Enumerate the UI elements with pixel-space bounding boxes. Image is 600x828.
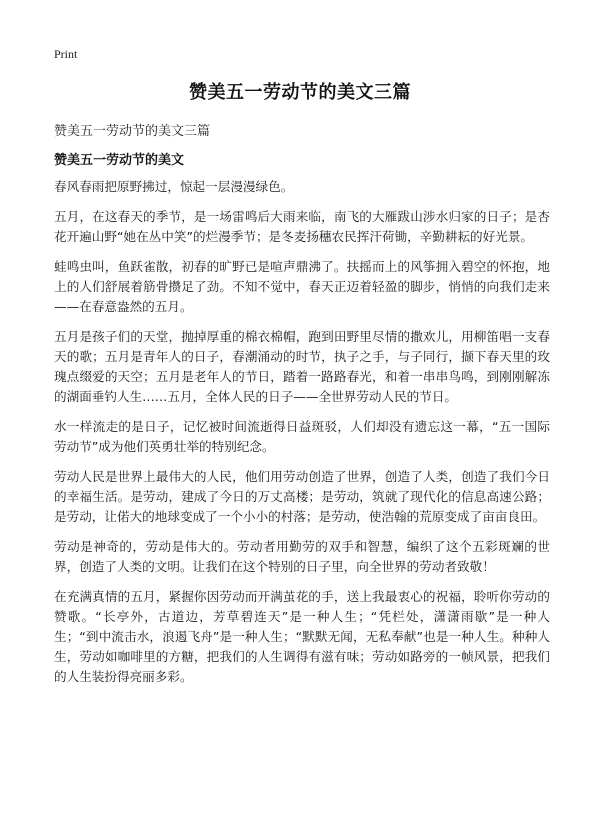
- print-link[interactable]: Print: [54, 47, 78, 61]
- paragraph: 春风春雨把原野拂过，惊起一层漫漫绿色。: [54, 179, 294, 194]
- paragraph: 劳动人民是世界上最伟大的人民，他们用劳动创造了世界，创造了人类，创造了我们今日的幸福生活。是劳动，建成了今日的万丈高楼；是劳动，筑就了现代化的信息高速公路；是劳动，让偌大的地球变成了一个小小的村落；是劳动，使浩翰的荒原变成了亩亩良田。: [54, 469, 550, 524]
- document-subtitle: 赞美五一劳动节的美文三篇: [54, 124, 211, 139]
- paragraph: 五月，在这春天的季节，是一场雷鸣后大雨来临，南飞的大雁跋山涉水归家的日子；是杏花开遍山野“她在丛中笑”的烂漫季节；是冬麦扬穗农民挥汗荷锄，辛勤耕耘的好光景。: [54, 209, 550, 244]
- page-title: 赞美五一劳动节的美文三篇: [189, 82, 411, 103]
- paragraph: 劳动是神奇的，劳动是伟大的。劳动者用勤劳的双手和智慧，编织了这个五彩斑斓的世界，创造了人类的文明。让我们在这个特别的日子里，向全世界的劳动者致敬！: [54, 539, 550, 574]
- paragraph: 五月是孩子们的天堂，抛掉厚重的棉衣棉帽，跑到田野里尽情的撒欢儿，用柳笛唱一支春天的歌；五月是青年人的日子，春潮涌动的时节，执子之手，与子同行，撷下春天里的玫瑰点缀爱的天空；五月是老年人的节日，踏着一路路春光，和着一串串鸟鸣，到刚刚解冻的湖面垂钓人生……五月，全体人民的日子——全世界劳动人民的节日。: [54, 329, 550, 404]
- section-heading: 赞美五一劳动节的美文: [54, 153, 185, 168]
- article-body: [54, 177, 550, 697]
- paragraph: 水一样流走的是日子，记忆被时间流逝得日益斑驳，人们却没有遗忘这一幕，“五一国际劳动节”成为他们英勇壮举的特别纪念。: [54, 419, 550, 454]
- paragraph: 蛙鸣虫叫，鱼跃雀散，初春的旷野已是喧声鼎沸了。扶摇而上的风筝拥入碧空的怀抱，地上的人们舒展着筋骨攒足了劲。不知不觉中，春天正迈着轻盈的脚步，悄悄的向我们走来——在春意盎然的五月。: [54, 259, 550, 314]
- paragraph: 在充满真情的五月，紧握你因劳动而开满茧花的手，送上我最衷心的祝福，聆听你劳动的赞歌。“长亭外，古道边，芳草碧连天”是一种人生；“凭栏处，潇潇雨歇”是一种人生；“到中流击水，浪遏飞舟”是一种人生；“默默无闻，无私奉献”也是一种人生。种种人生，劳动如咖啡里的方糖，把我们的人生调得有滋有味；劳动如路旁的一帧风景，把我们的人生装扮得亮丽多彩。: [54, 589, 550, 684]
